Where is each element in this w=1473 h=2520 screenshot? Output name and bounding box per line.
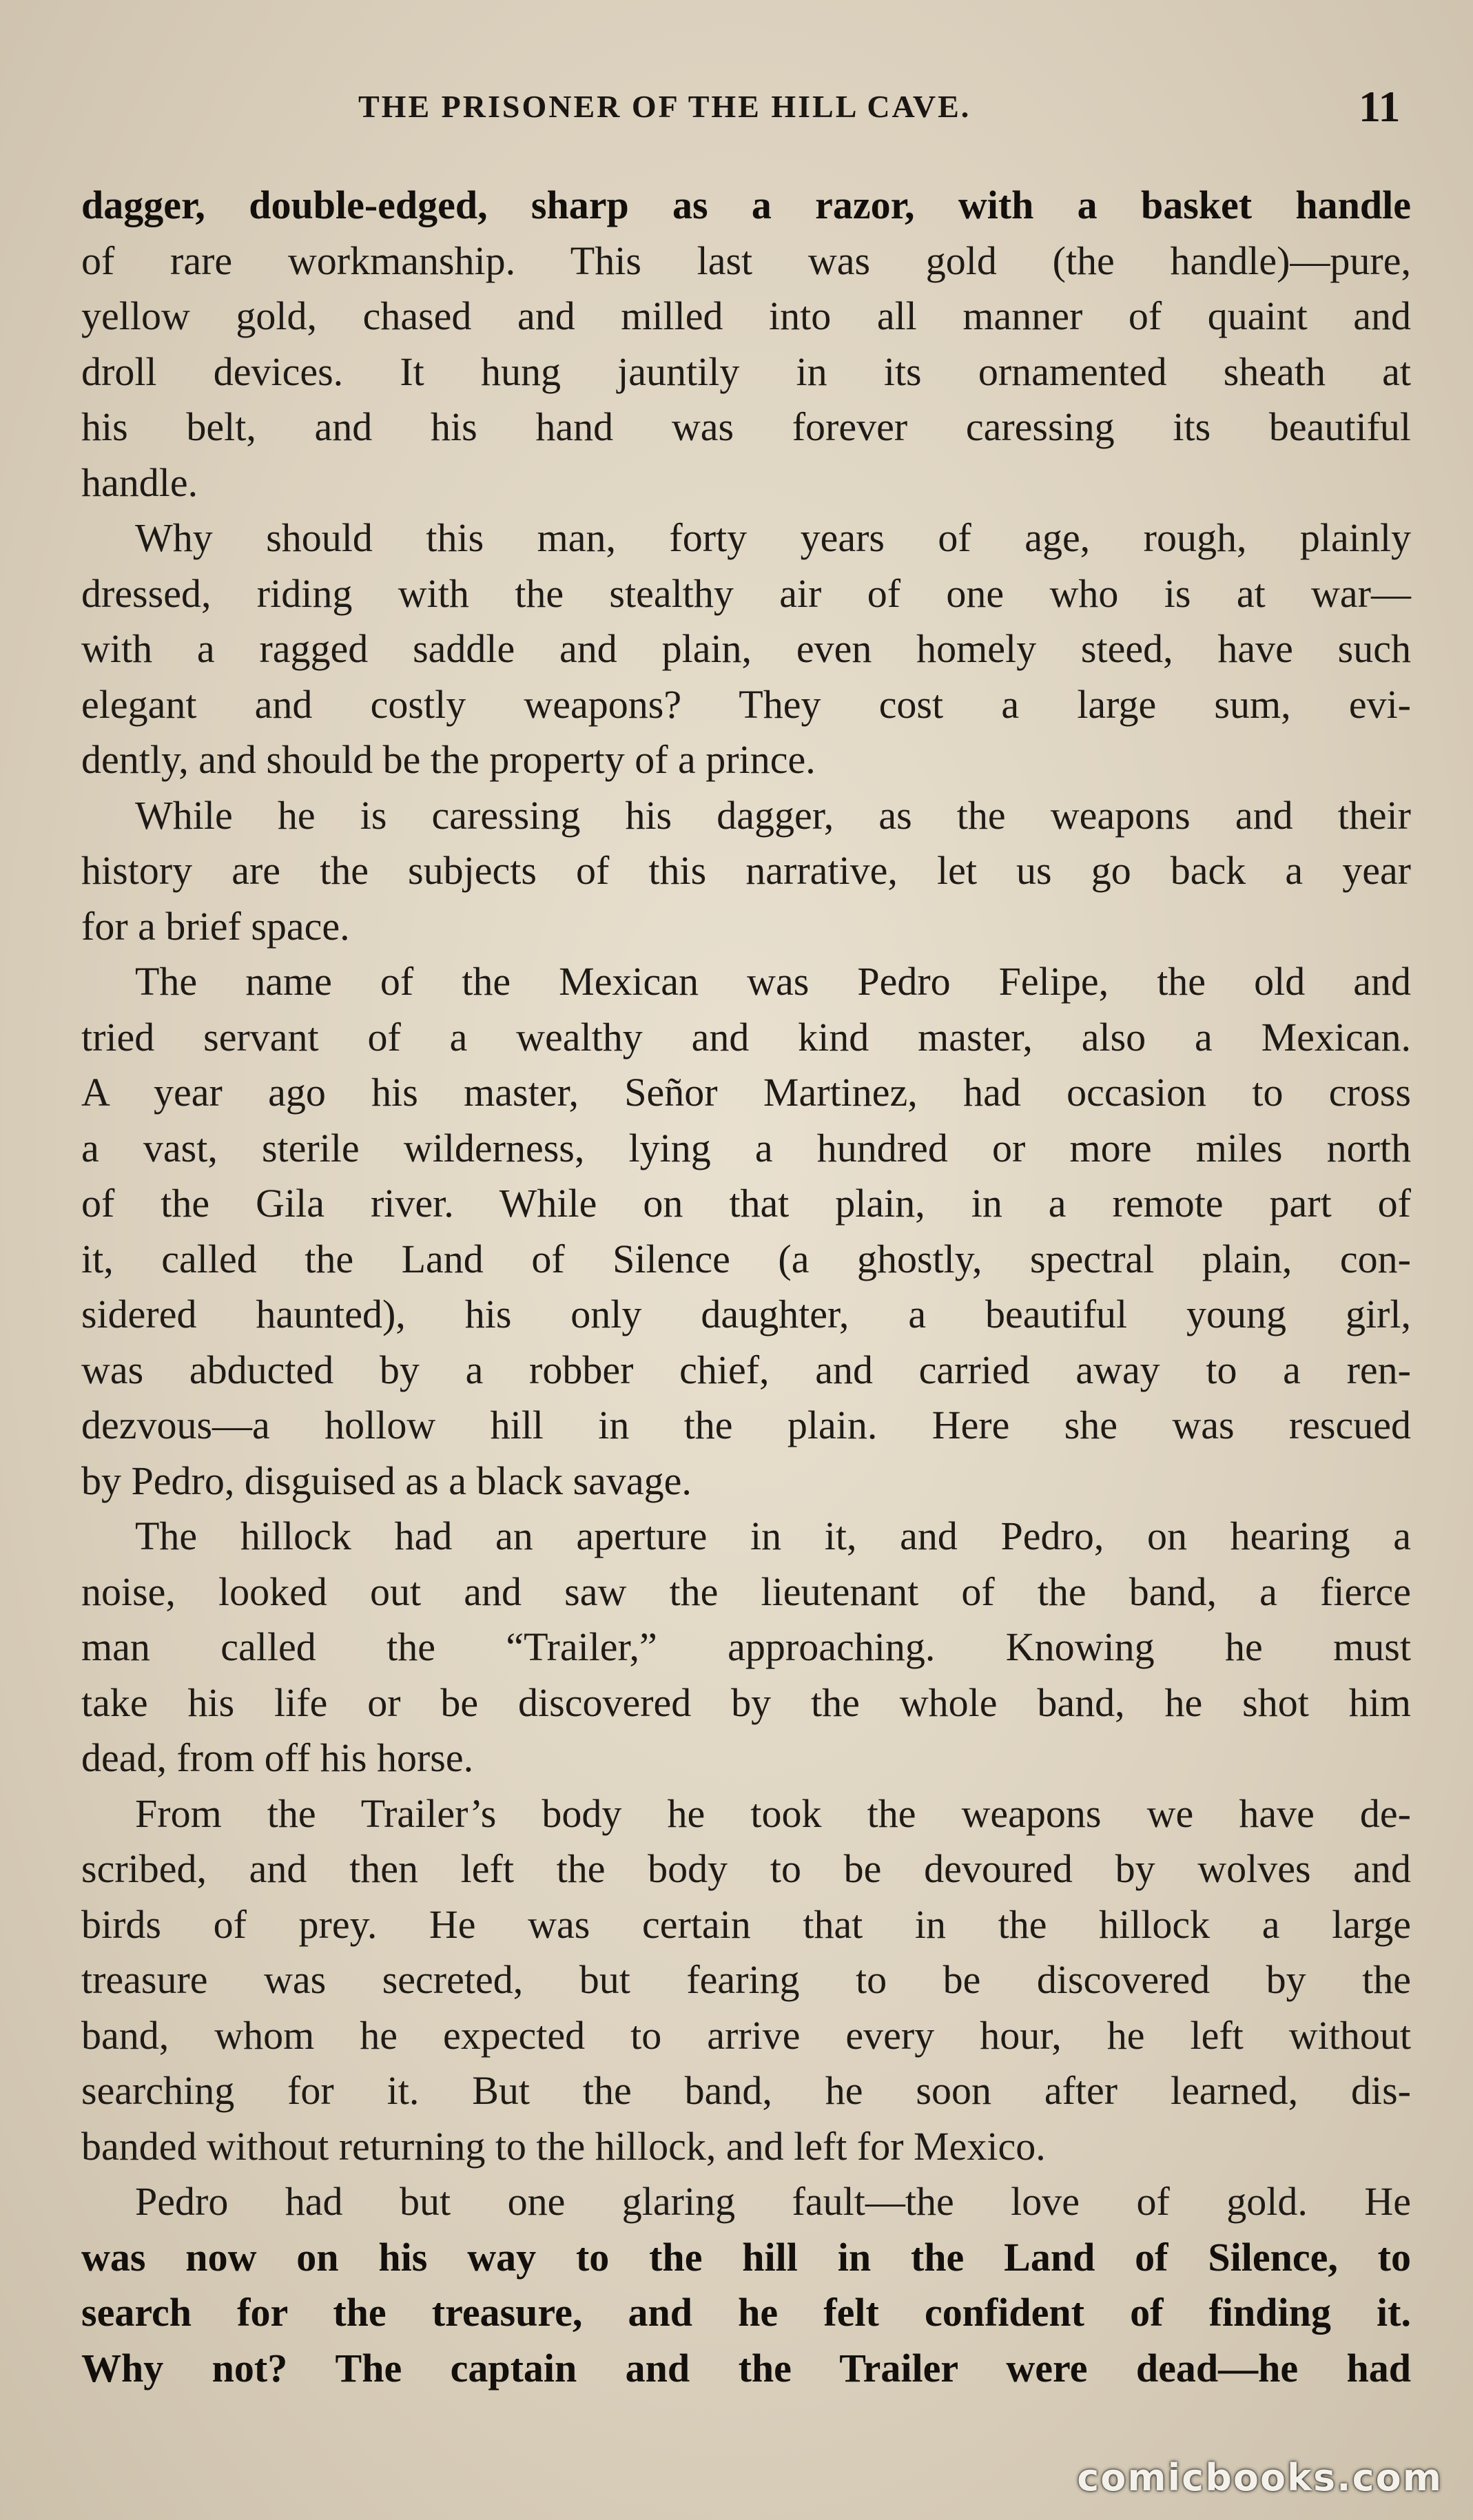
text-line: with a ragged saddle and plain, even homely steed, have such (81, 626, 1411, 671)
text-line: tried servant of a wealthy and kind master, also a Mexican. (81, 1014, 1411, 1060)
page-number: 11 (1359, 82, 1401, 131)
text-line: From the Trailer’s body he took the weapons we have de- (135, 1790, 1411, 1836)
text-line: dressed, riding with the stealthy air of one who is at war— (81, 570, 1411, 616)
text-line: band, whom he expected to arrive every hour, he left without (81, 2012, 1411, 2058)
text-line: for a brief space. (81, 903, 350, 949)
text-line: a vast, sterile wilderness, lying a hundred or more miles north (81, 1125, 1411, 1170)
site-watermark: comicbooks.com (1077, 2456, 1443, 2499)
text-line: dently, and should be the property of a prince. (81, 737, 816, 782)
text-line: The name of the Mexican was Pedro Felipe, the old and (135, 959, 1411, 1004)
text-line: While he is caressing his dagger, as the weapons and their (135, 792, 1411, 838)
text-line: Why should this man, forty years of age, rough, plainly (135, 515, 1411, 560)
text-line: Pedro had but one glaring fault—the love of gold. He (135, 2179, 1411, 2224)
text-line: noise, looked out and saw the lieutenant of the band, a fierce (81, 1569, 1411, 1614)
text-line: birds of prey. He was certain that in the hillock a large (81, 1901, 1411, 1947)
body-text (81, 178, 1411, 2396)
text-line: man called the “Trailer,” approaching. Knowing he must (81, 1624, 1411, 1669)
text-line: treasure was secreted, but fearing to be discovered by the (81, 1957, 1411, 2002)
running-head (0, 81, 1473, 136)
text-line: scribed, and then left the body to be devoured by wolves and (81, 1846, 1411, 1891)
text-line: searching for it. But the band, he soon after learned, dis- (81, 2068, 1411, 2113)
text-line: dezvous—a hollow hill in the plain. Here she was rescued (81, 1403, 1411, 1447)
text-line: droll devices. It hung jauntily in its ornamented sheath at (81, 349, 1411, 394)
text-line: it, called the Land of Silence (a ghostly, spectral plain, con- (81, 1236, 1411, 1281)
text-line: of rare workmanship. This last was gold (the handle)—pure, (81, 238, 1411, 283)
text-line: The hillock had an aperture in it, and Pedro, on hearing a (135, 1514, 1411, 1558)
text-line: elegant and costly weapons? They cost a large sum, evi- (81, 681, 1411, 727)
text-line: history are the subjects of this narrative, let us go back a year (81, 848, 1411, 893)
text-line: was abducted by a robber chief, and carried away to a ren- (81, 1347, 1411, 1392)
text-line: yellow gold, chased and milled into all manner of quaint and (81, 293, 1411, 338)
text-line: A year ago his master, Señor Martinez, had occasion to cross (81, 1070, 1411, 1115)
text-line: take his life or be discovered by the whole band, he shot him (81, 1680, 1411, 1725)
text-line: banded without returning to the hillock, and left for Mexico. (81, 2123, 1046, 2169)
text-line: was now on his way to the hill in the Land of Silence, to (81, 2234, 1411, 2280)
text-line: sidered haunted), his only daughter, a beautiful young girl, (81, 1292, 1411, 1336)
text-line: search for the treasure, and he felt confident of finding it. (81, 2290, 1411, 2335)
text-line: dead, from off his horse. (81, 1735, 474, 1780)
text-line: dagger, double-edged, sharp as a razor, with a basket handle (81, 183, 1411, 227)
text-line: of the Gila river. While on that plain, in a remote part of (81, 1181, 1411, 1226)
chapter-title: THE PRISONER OF THE HILL CAVE. (358, 89, 971, 124)
text-line: by Pedro, disguised as a black savage. (81, 1458, 692, 1503)
text-line: his belt, and his hand was forever caressing its beautiful (81, 404, 1411, 449)
text-line: Why not? The captain and the Trailer were dead—he had (81, 2345, 1411, 2390)
text-line: handle. (81, 459, 198, 505)
